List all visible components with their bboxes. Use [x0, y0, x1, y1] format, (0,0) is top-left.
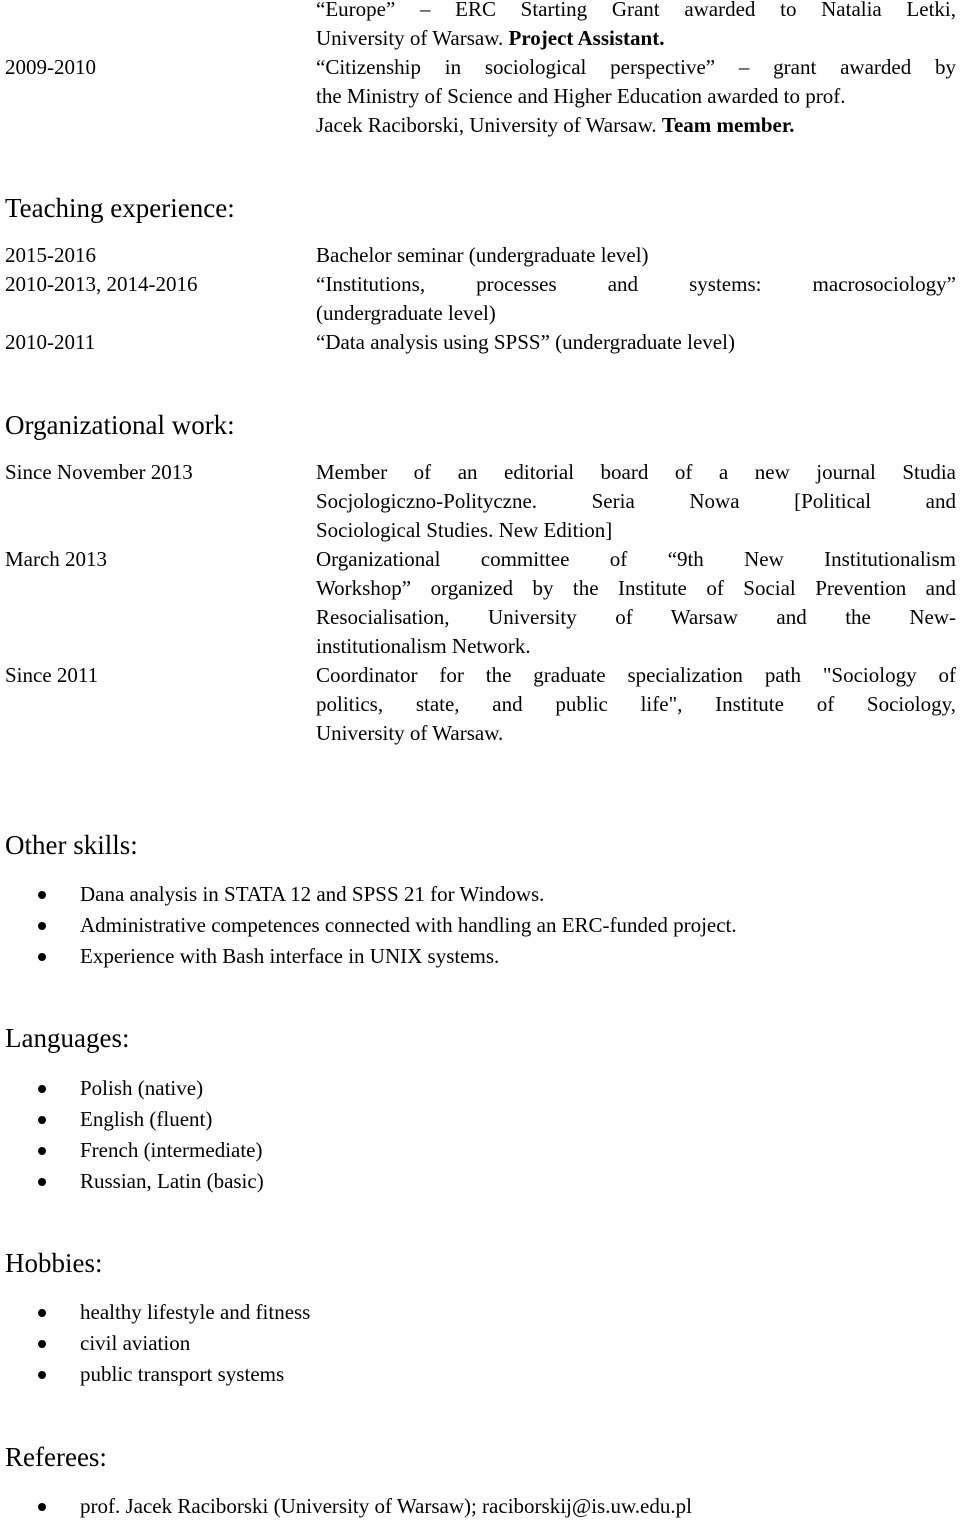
- organizational-line: institutionalism Network.: [316, 634, 531, 658]
- teaching-line: “Data analysis using SPSS” (undergraduate level): [316, 330, 735, 354]
- organizational-description: [316, 458, 956, 545]
- bullet-icon: [38, 1178, 46, 1186]
- organizational-line: University of Warsaw.: [316, 721, 504, 745]
- hobbies-list: [0, 1297, 960, 1390]
- bullet-icon: [38, 1503, 46, 1511]
- organizational-line: Coordinator for the graduate specialization path "Sociology of: [316, 663, 956, 687]
- section-heading-organizational: Organizational work:: [5, 410, 235, 440]
- grant-line: [316, 111, 956, 140]
- teaching-line: (undergraduate level): [316, 301, 496, 325]
- teaching-line: Bachelor seminar (undergraduate level): [316, 243, 649, 267]
- list-item: [0, 1297, 960, 1328]
- bullet-icon: [38, 1340, 46, 1348]
- language-text: Polish (native): [80, 1076, 204, 1100]
- language-text: English (fluent): [80, 1107, 213, 1131]
- grant-role: Team member.: [661, 113, 795, 137]
- list-item: [0, 1491, 960, 1522]
- organizational-line: Workshop” organized by the Institute of Social Prevention and: [316, 576, 956, 600]
- list-item: [0, 1328, 960, 1359]
- hobby-text: public transport systems: [80, 1362, 285, 1386]
- section-heading-teaching: Teaching experience:: [5, 193, 235, 223]
- grant-line: [316, 24, 956, 53]
- list-item: [0, 1166, 960, 1197]
- organizational-line: Resocialisation, University of Warsaw and the New-: [316, 605, 956, 629]
- organizational-line: politics, state, and public life", Institute of Sociology,: [316, 692, 956, 716]
- grant-affiliation: University of Warsaw.: [316, 26, 509, 50]
- teaching-date: 2010-2011: [5, 330, 96, 354]
- list-item: [0, 879, 960, 910]
- grant-date: 2009-2010: [5, 55, 96, 79]
- hobby-text: civil aviation: [80, 1331, 191, 1355]
- organizational-description: [316, 545, 956, 661]
- list-item: [0, 1135, 960, 1166]
- bullet-icon: [38, 1371, 46, 1379]
- bullet-icon: [38, 891, 46, 899]
- teaching-description: [316, 328, 956, 357]
- organizational-date: March 2013: [5, 547, 108, 571]
- bullet-icon: [38, 1309, 46, 1317]
- bullet-icon: [38, 1116, 46, 1124]
- teaching-date: 2015-2016: [5, 243, 96, 267]
- grant-line: “Citizenship in sociological perspective” – grant awarded by: [316, 55, 956, 79]
- bullet-icon: [38, 1147, 46, 1155]
- organizational-date: Since 2011: [5, 663, 99, 687]
- section-heading-skills: Other skills:: [5, 830, 138, 860]
- skill-text: Experience with Bash interface in UNIX systems.: [80, 944, 500, 968]
- grant-line: the Ministry of Science and Higher Education awarded to prof.: [316, 84, 846, 108]
- teaching-description: [316, 270, 956, 328]
- skill-text: Dana analysis in STATA 12 and SPSS 21 for Windows.: [80, 882, 545, 906]
- bullet-icon: [38, 1085, 46, 1093]
- grant-line: “Europe” – ERC Starting Grant awarded to Natalia Letki,: [316, 0, 956, 21]
- bullet-icon: [38, 922, 46, 930]
- list-item: [0, 1073, 960, 1104]
- teaching-date: 2010-2013, 2014-2016: [5, 272, 198, 296]
- languages-list: [0, 1073, 960, 1197]
- organizational-line: Socjologiczno-Polityczne. Seria Nowa [Political and: [316, 489, 956, 513]
- skills-list: [0, 879, 960, 972]
- organizational-line: Organizational committee of “9th New Institutionalism: [316, 547, 956, 571]
- referees-list: [0, 1491, 960, 1522]
- referee-text: prof. Jacek Raciborski (University of Warsaw); raciborskij@is.uw.edu.pl: [80, 1494, 692, 1518]
- teaching-line: “Institutions, processes and systems: macrosociology”: [316, 272, 956, 296]
- grant-role: Project Assistant.: [508, 26, 665, 50]
- section-heading-languages: Languages:: [5, 1023, 130, 1053]
- list-item: [0, 1104, 960, 1135]
- language-text: French (intermediate): [80, 1138, 263, 1162]
- list-item: [0, 1359, 960, 1390]
- organizational-line: Member of an editorial board of a new journal Studia: [316, 460, 956, 484]
- skill-text: Administrative competences connected with handling an ERC-funded project.: [80, 913, 737, 937]
- grant-affiliation: Jacek Raciborski, University of Warsaw.: [316, 113, 662, 137]
- section-heading-hobbies: Hobbies:: [5, 1248, 103, 1278]
- section-heading-referees: Referees:: [5, 1442, 107, 1472]
- organizational-description: [316, 661, 956, 748]
- grant-description: [316, 0, 956, 53]
- bullet-icon: [38, 953, 46, 961]
- list-item: [0, 910, 960, 941]
- hobby-text: healthy lifestyle and fitness: [80, 1300, 311, 1324]
- organizational-date: Since November 2013: [5, 460, 193, 484]
- language-text: Russian, Latin (basic): [80, 1169, 264, 1193]
- teaching-description: [316, 241, 956, 270]
- list-item: [0, 941, 960, 972]
- grant-description: [316, 53, 956, 140]
- organizational-line: Sociological Studies. New Edition]: [316, 518, 613, 542]
